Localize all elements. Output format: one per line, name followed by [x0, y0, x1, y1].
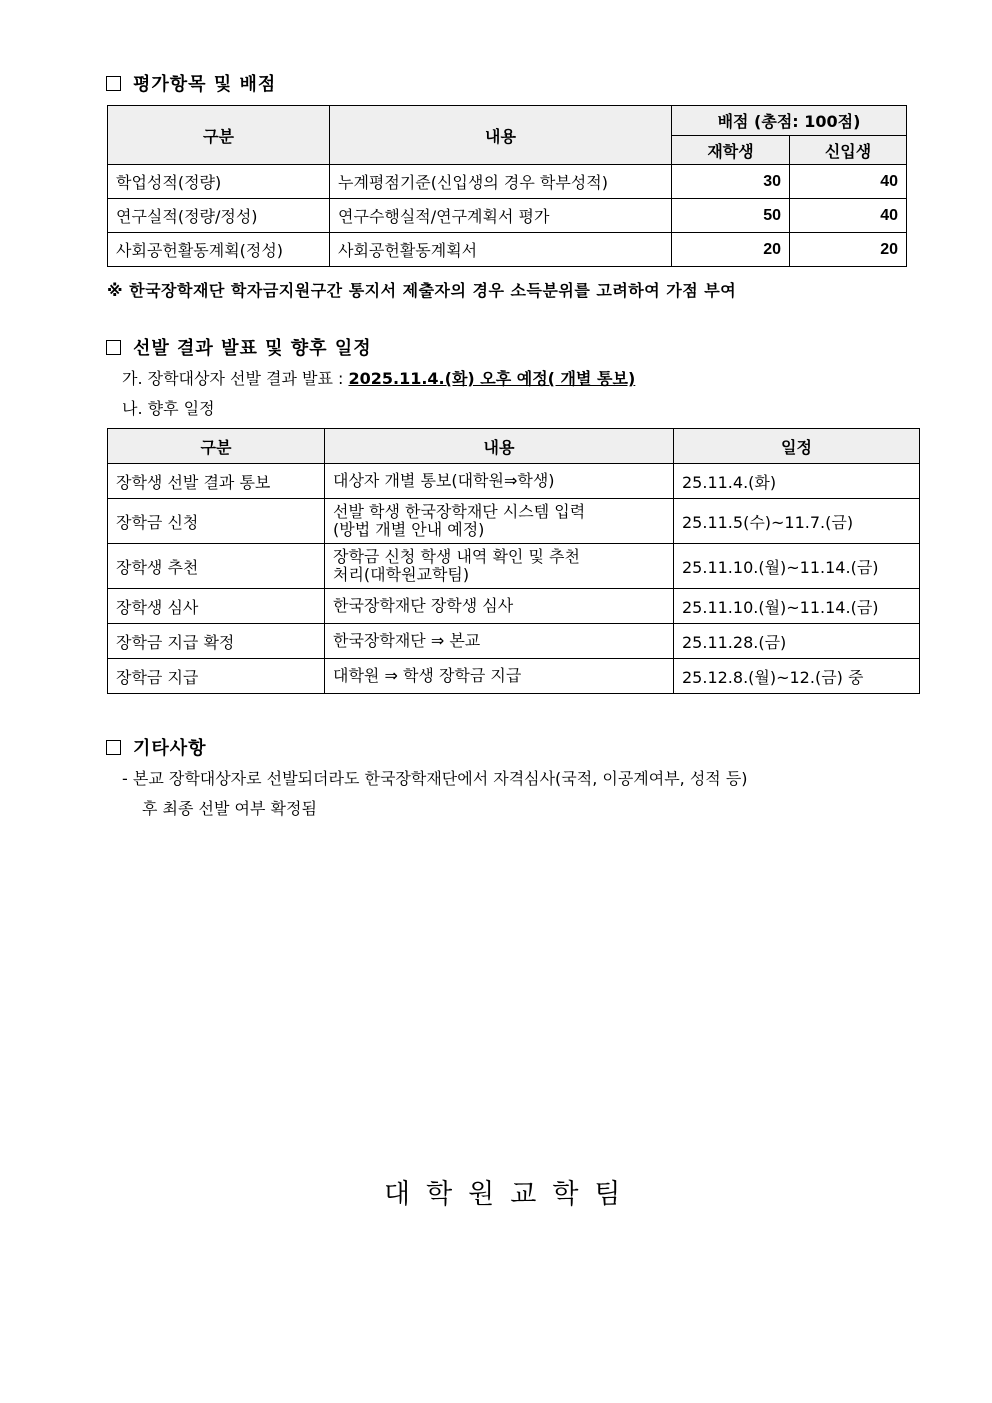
announcement-line	[122, 366, 635, 389]
table-row	[108, 464, 920, 499]
table-row	[108, 233, 907, 267]
table-row	[108, 499, 920, 544]
schedule-category: 장학생 심사	[108, 589, 325, 624]
schedule-date: 25.11.4.(화)	[674, 464, 920, 499]
bonus-note: ※ 한국장학재단 학자금지원구간 통지서 제출자의 경우 소득분위를 고려하여 가점 부여	[107, 281, 737, 300]
issuer-footer: 대학원교학팀	[384, 1179, 637, 1210]
row-content: 누계평점기준(신입생의 경우 학부성적)	[330, 165, 672, 199]
section-3-heading	[106, 734, 207, 760]
schedule-content	[325, 659, 674, 694]
table-row	[108, 659, 920, 694]
header-content: 내용	[330, 106, 672, 165]
table-row	[108, 544, 920, 589]
evaluation-table	[107, 105, 907, 267]
table-row	[108, 589, 920, 624]
row-freshman-score: 40	[790, 199, 907, 233]
schedule-category: 장학생 추천	[108, 544, 325, 589]
schedule-content	[325, 499, 674, 544]
schedule-header-category: 구분	[108, 429, 325, 464]
schedule-category: 장학금 지급 확정	[108, 624, 325, 659]
schedule-date: 25.11.10.(월)~11.14.(금)	[674, 589, 920, 624]
header-category: 구분	[108, 106, 330, 165]
schedule-category: 장학생 선발 결과 통보	[108, 464, 325, 499]
schedule-date: 25.11.5(수)~11.7.(금)	[674, 499, 920, 544]
row-enrolled-score: 50	[672, 199, 790, 233]
header-enrolled: 재학생	[672, 136, 790, 165]
other-notes-line-1: - 본교 장학대상자로 선발되더라도 한국장학재단에서 자격심사(국적, 이공계여부, 성적 등)	[122, 769, 748, 788]
row-enrolled-score: 30	[672, 165, 790, 199]
schedule-content	[325, 464, 674, 499]
schedule-date: 25.12.8.(월)~12.(금) 중	[674, 659, 920, 694]
schedule-content-line: 대학원 ⇒ 학생 장학금 지급	[333, 666, 522, 685]
schedule-header-content: 내용	[325, 429, 674, 464]
header-freshman: 신입생	[790, 136, 907, 165]
row-category: 연구실적(정량/정성)	[108, 199, 330, 233]
announcement-label: 가. 장학대상자 선발 결과 발표 :	[122, 369, 349, 388]
row-freshman-score: 40	[790, 165, 907, 199]
schedule-content	[325, 544, 674, 589]
row-enrolled-score: 20	[672, 233, 790, 267]
row-content: 연구수행실적/연구계획서 평가	[330, 199, 672, 233]
table-row	[108, 199, 907, 233]
schedule-label: 나. 향후 일정	[122, 399, 215, 418]
schedule-content	[325, 589, 674, 624]
schedule-header-date: 일정	[674, 429, 920, 464]
schedule-content-line: 한국장학재단 장학생 심사	[333, 596, 514, 615]
schedule-content-line: 대상자 개별 통보(대학원⇒학생)	[333, 471, 555, 490]
section-3-title: 기타사항	[133, 738, 207, 759]
section-2-heading	[106, 334, 372, 360]
schedule-content-line: 처리(대학원교학팀)	[333, 565, 470, 584]
row-content: 사회공헌활동계획서	[330, 233, 672, 267]
schedule-content-line: 한국장학재단 ⇒ 본교	[333, 631, 481, 650]
schedule-content-line: 선발 학생 한국장학재단 시스템 입력	[333, 502, 586, 521]
schedule-date: 25.11.10.(월)~11.14.(금)	[674, 544, 920, 589]
schedule-category: 장학금 지급	[108, 659, 325, 694]
schedule-category: 장학금 신청	[108, 499, 325, 544]
row-category: 사회공헌활동계획(정성)	[108, 233, 330, 267]
checkbox-square-icon	[106, 340, 121, 355]
checkbox-square-icon	[106, 76, 121, 91]
schedule-content	[325, 624, 674, 659]
row-freshman-score: 20	[790, 233, 907, 267]
header-score: 배점 (총점: 100점)	[672, 106, 907, 136]
other-notes-line-2: 후 최종 선발 여부 확정됨	[142, 799, 317, 818]
schedule-content-line: 장학금 신청 학생 내역 확인 및 추천	[333, 547, 580, 566]
section-1-heading	[106, 70, 276, 96]
schedule-table	[107, 428, 920, 694]
checkbox-square-icon	[106, 740, 121, 755]
section-2-title: 선발 결과 발표 및 향후 일정	[133, 338, 372, 359]
table-row	[108, 624, 920, 659]
section-1-title: 평가항목 및 배점	[133, 74, 277, 95]
row-category: 학업성적(정량)	[108, 165, 330, 199]
schedule-date: 25.11.28.(금)	[674, 624, 920, 659]
table-row	[108, 165, 907, 199]
schedule-content-line: (방법 개별 안내 예정)	[333, 520, 485, 539]
announcement-date: 2025.11.4.(화) 오후 예정( 개별 통보)	[348, 369, 636, 388]
